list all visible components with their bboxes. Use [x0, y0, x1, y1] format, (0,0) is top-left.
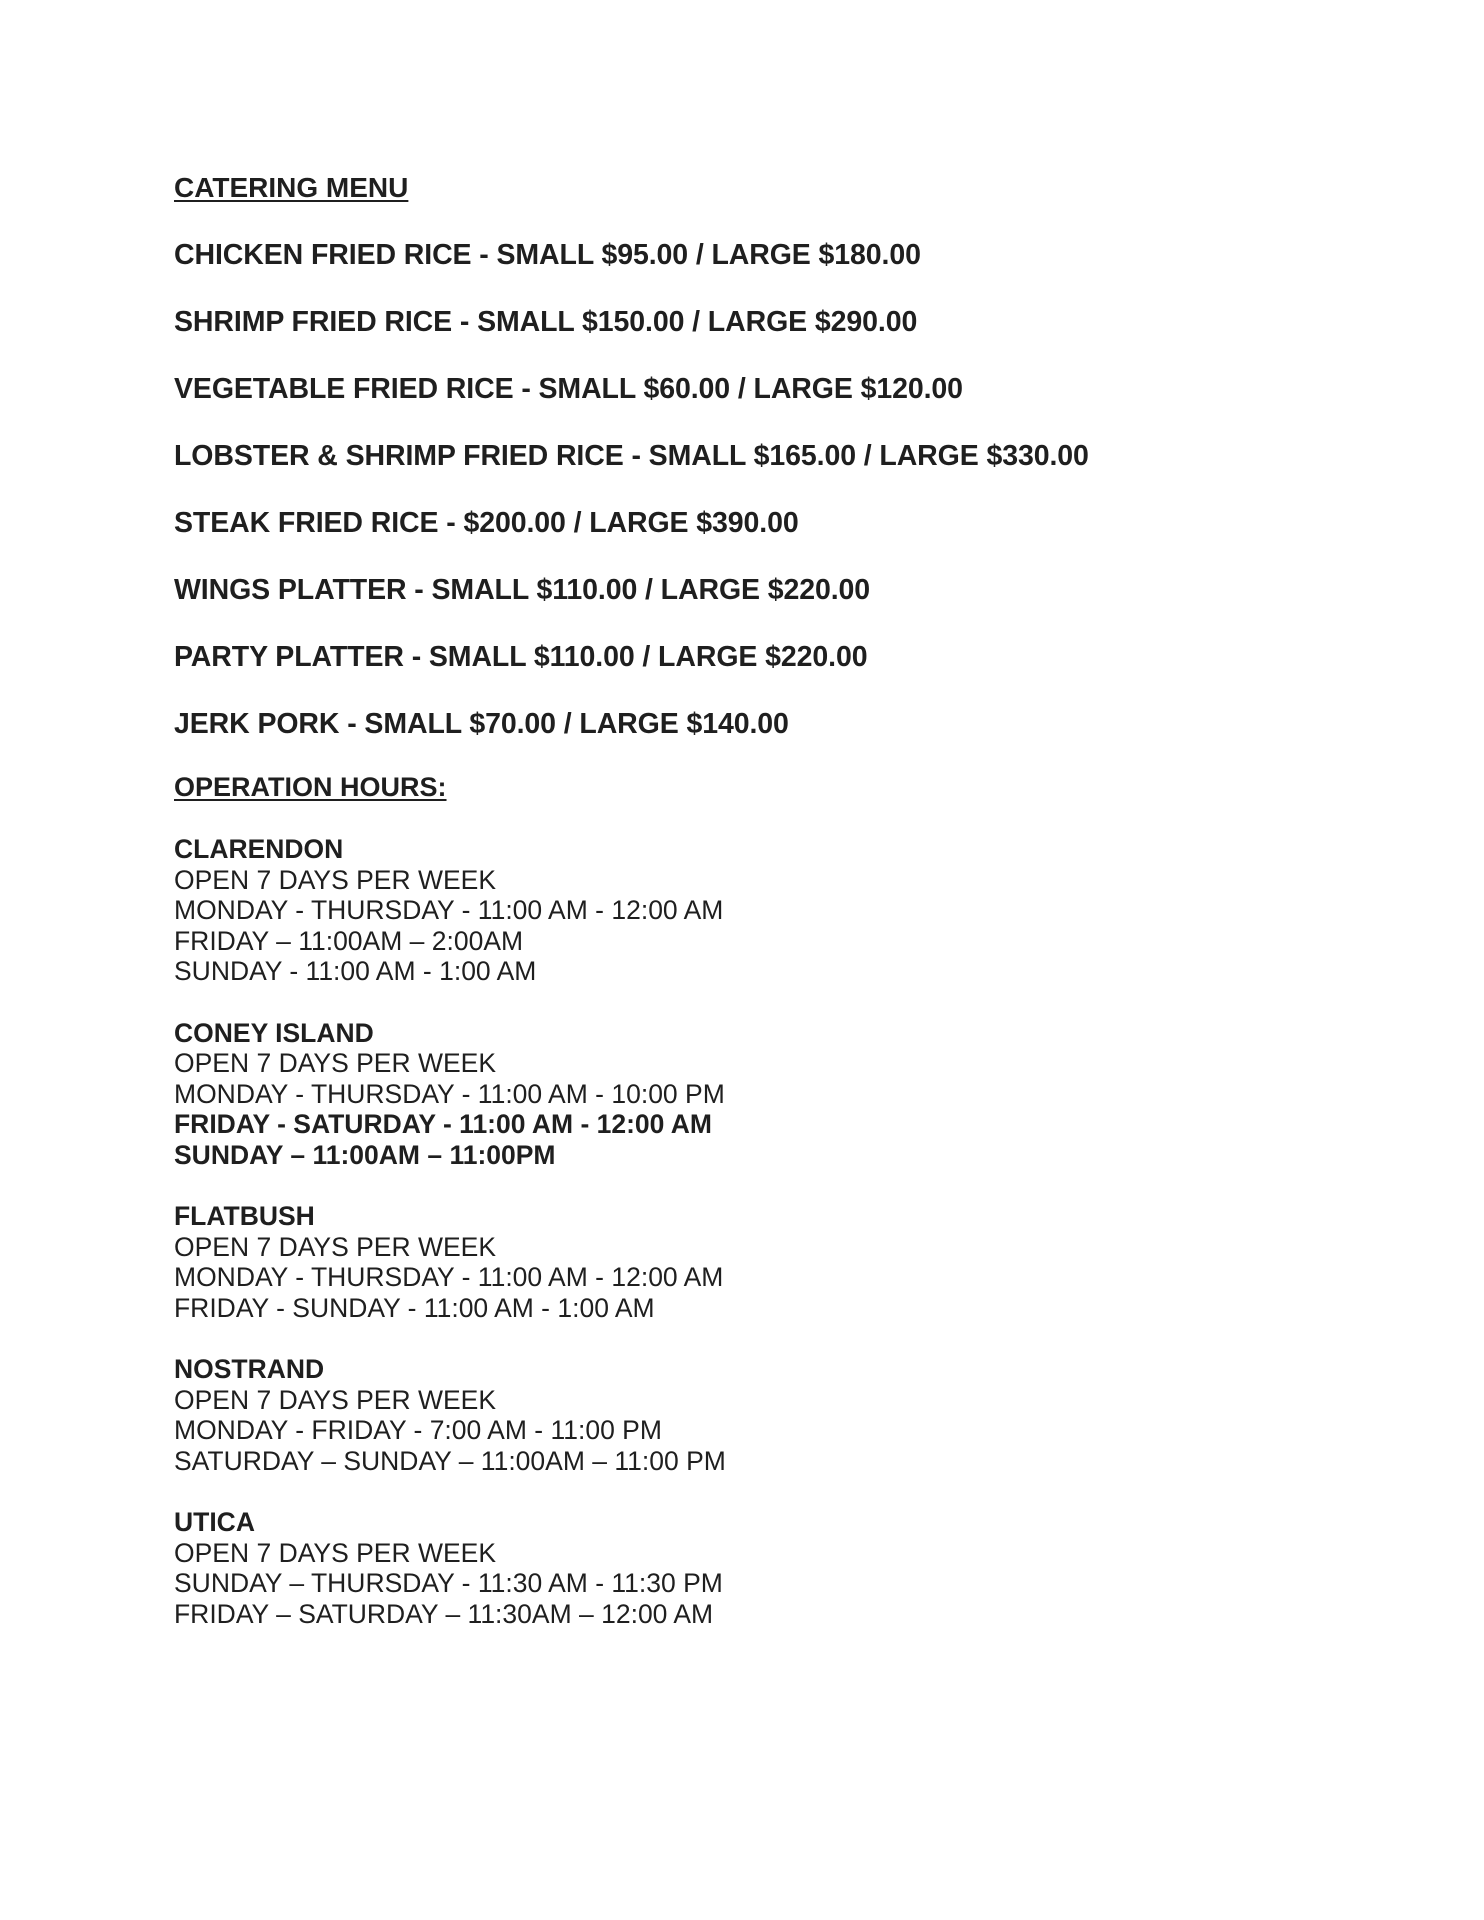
locations-list — [174, 834, 726, 1660]
location-name: FLATBUSH — [174, 1201, 315, 1231]
hours-line: SUNDAY – THURSDAY - 11:30 AM - 11:30 PM — [174, 1568, 723, 1598]
location-nostrand — [174, 1354, 726, 1476]
menu-item: CHICKEN FRIED RICE - SMALL $95.00 / LARGE $180.00 — [174, 239, 921, 271]
location-name: CONEY ISLAND — [174, 1017, 374, 1048]
hours-line: SATURDAY – SUNDAY – 11:00AM – 11:00 PM — [174, 1445, 726, 1476]
menu-item: SHRIMP FRIED RICE - SMALL $150.00 / LARGE $290.00 — [174, 306, 918, 338]
location-clarendon — [174, 834, 726, 987]
hours-line: FRIDAY – SATURDAY – 11:30AM – 12:00 AM — [174, 1598, 714, 1629]
hours-line: OPEN 7 DAYS PER WEEK — [174, 1048, 497, 1078]
menu-item: PARTY PLATTER - SMALL $110.00 / LARGE $220.00 — [174, 641, 868, 673]
menu-item: WINGS PLATTER - SMALL $110.00 / LARGE $220.00 — [174, 574, 871, 606]
location-flatbush — [174, 1201, 726, 1323]
hours-line: SUNDAY – 11:00AM – 11:00PM — [174, 1139, 556, 1170]
menu-item: LOBSTER & SHRIMP FRIED RICE - SMALL $165.00 / LARGE $330.00 — [174, 440, 1089, 472]
operation-hours-heading: OPERATION HOURS: — [174, 772, 447, 802]
hours-line: OPEN 7 DAYS PER WEEK — [174, 1231, 497, 1262]
menu-item: VEGETABLE FRIED RICE - SMALL $60.00 / LARGE $120.00 — [174, 373, 963, 405]
location-name: NOSTRAND — [174, 1354, 325, 1384]
location-coney-island — [174, 1018, 726, 1171]
hours-line: MONDAY - THURSDAY - 11:00 AM - 12:00 AM — [174, 1262, 724, 1292]
catering-menu-title: CATERING MENU — [174, 172, 409, 203]
location-name: CLARENDON — [174, 834, 344, 864]
hours-line: FRIDAY - SATURDAY - 11:00 AM - 12:00 AM — [174, 1109, 712, 1139]
hours-line: OPEN 7 DAYS PER WEEK — [174, 864, 497, 895]
menu-list — [174, 238, 1089, 774]
hours-line: MONDAY - THURSDAY - 11:00 AM - 12:00 AM — [174, 895, 724, 925]
hours-line: OPEN 7 DAYS PER WEEK — [174, 1384, 497, 1415]
menu-item: STEAK FRIED RICE - $200.00 / LARGE $390.00 — [174, 507, 799, 539]
hours-line: FRIDAY - SUNDAY - 11:00 AM - 1:00 AM — [174, 1292, 655, 1323]
location-utica — [174, 1507, 726, 1629]
hours-line: SUNDAY - 11:00 AM - 1:00 AM — [174, 956, 537, 986]
hours-line: MONDAY - THURSDAY - 11:00 AM - 10:00 PM — [174, 1078, 725, 1109]
hours-line: FRIDAY – 11:00AM – 2:00AM — [174, 925, 524, 956]
hours-line: MONDAY - FRIDAY - 7:00 AM - 11:00 PM — [174, 1415, 662, 1445]
menu-item: JERK PORK - SMALL $70.00 / LARGE $140.00 — [174, 708, 789, 740]
location-name: UTICA — [174, 1507, 255, 1537]
hours-line: OPEN 7 DAYS PER WEEK — [174, 1537, 497, 1568]
